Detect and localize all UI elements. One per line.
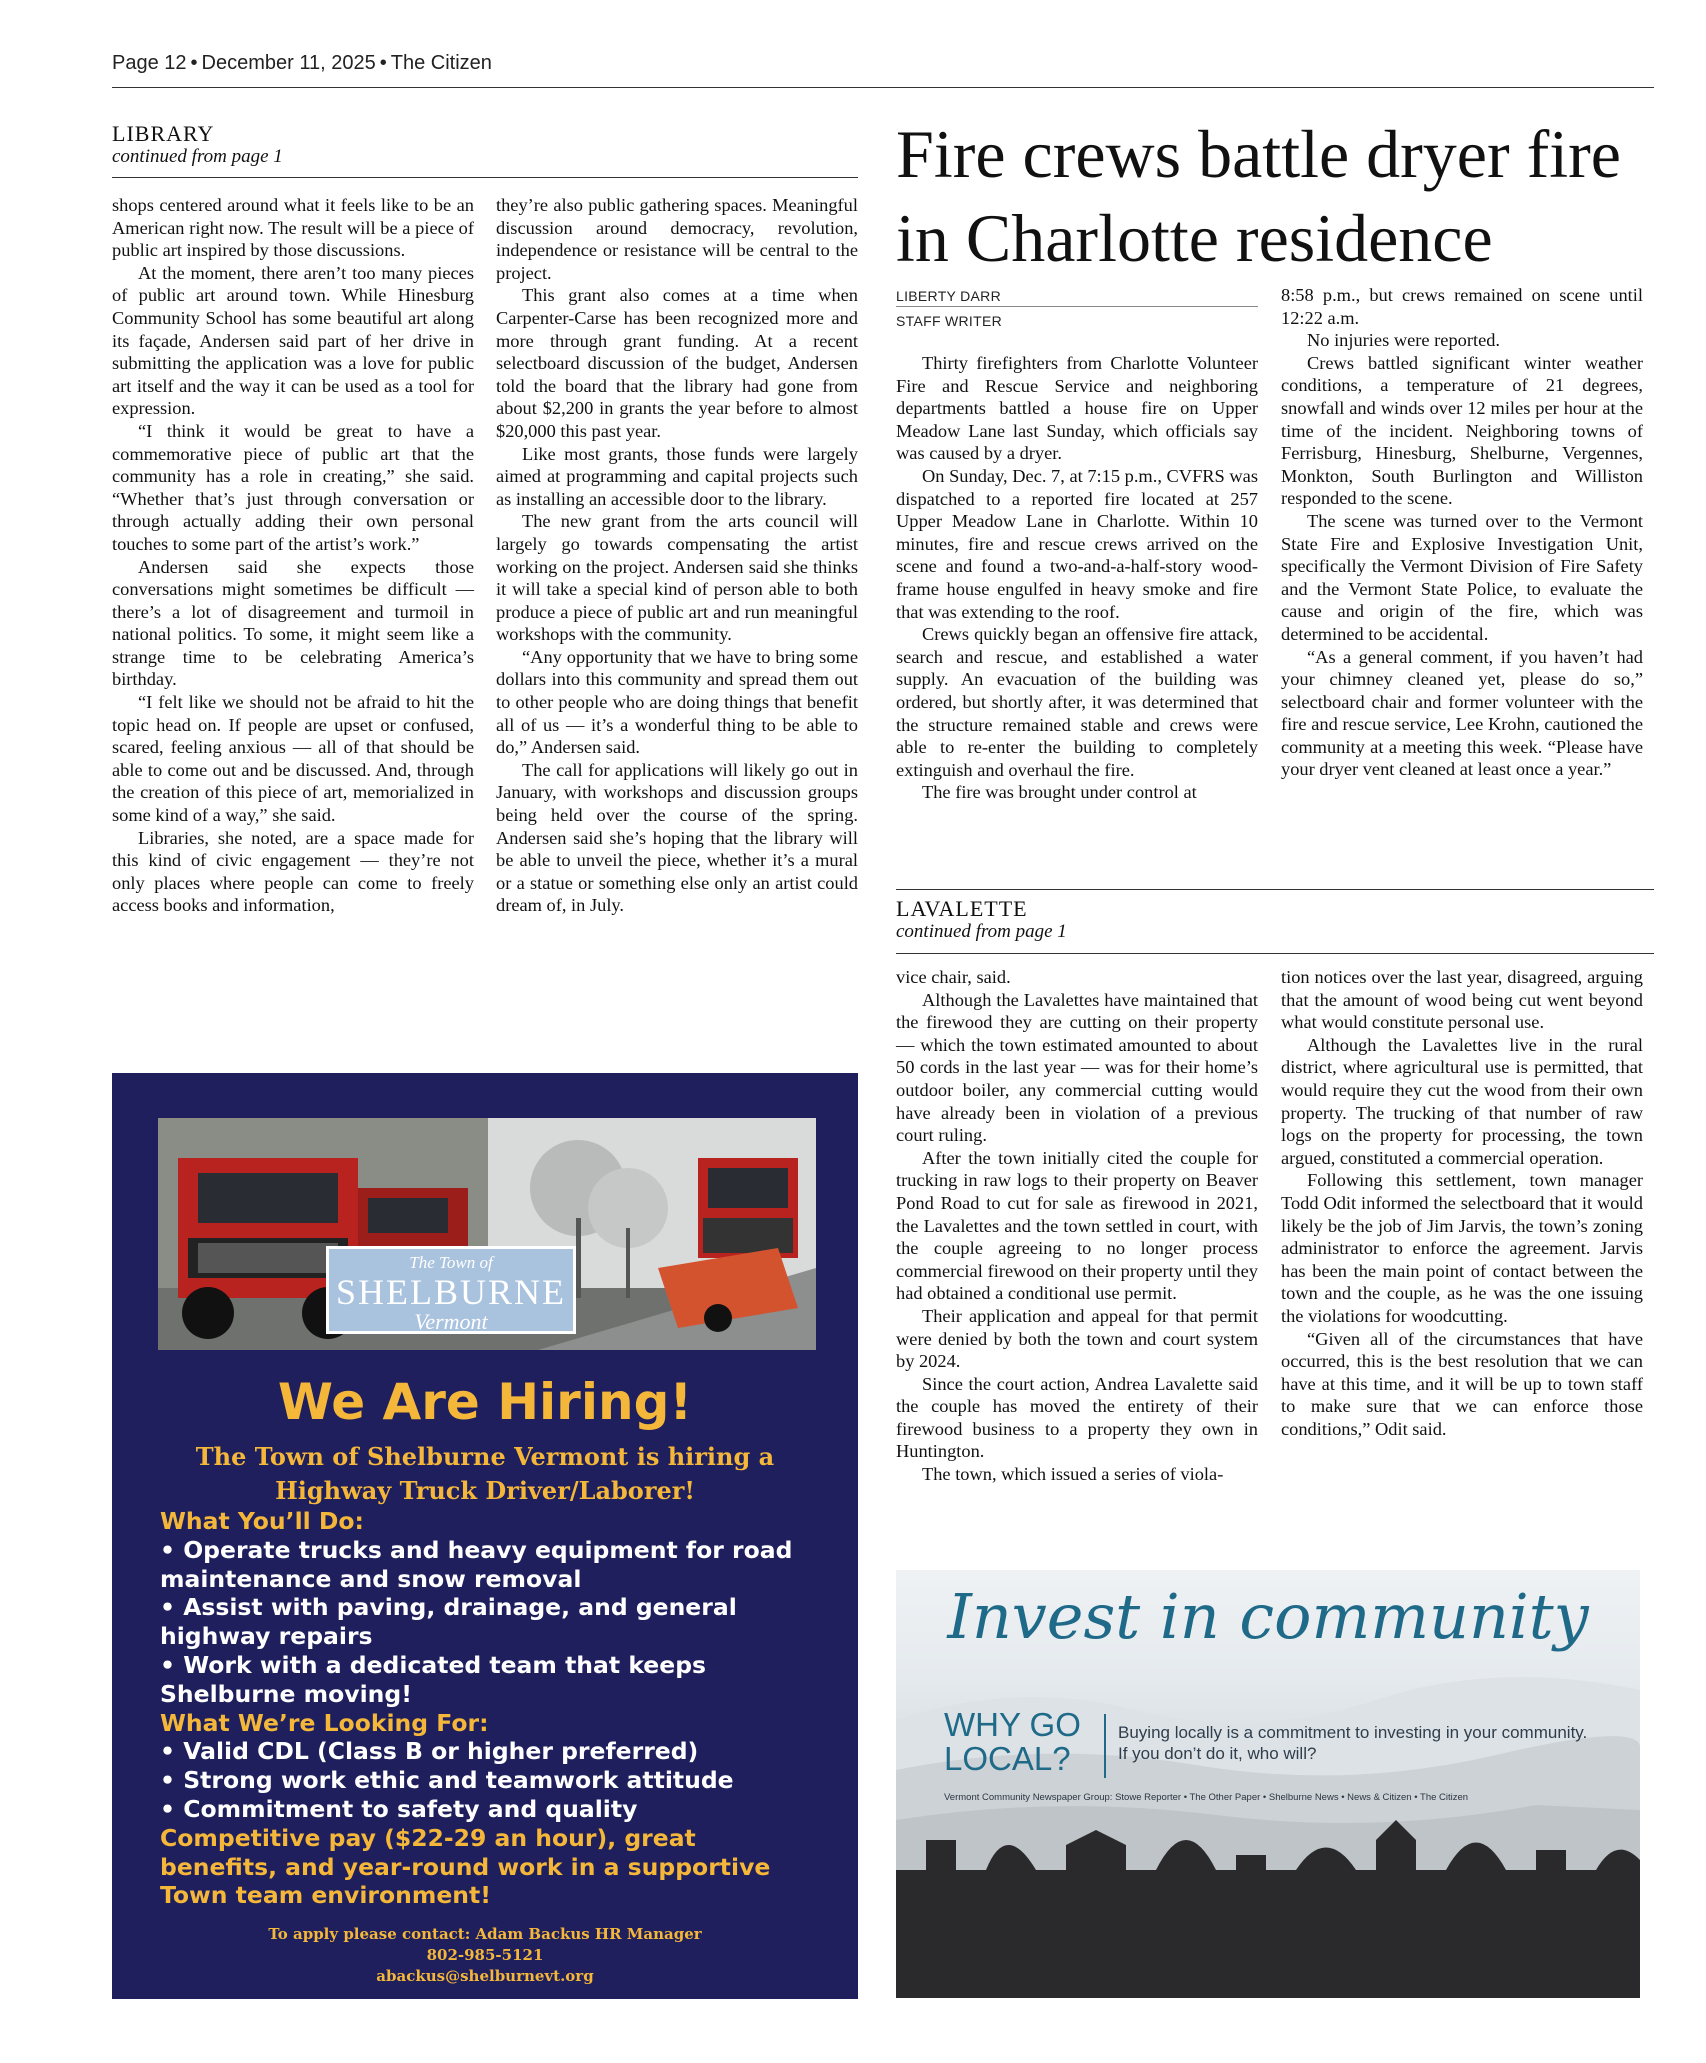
list-item: [160, 1795, 820, 1824]
logo-bottom: Vermont: [414, 1309, 488, 1334]
byline-rule: [896, 306, 1258, 307]
paragraph: Although the Lavalettes live in the rural district, where agricultural use is permitted, that would require they cut the wood from their own property. The trucking of that number of raw logs on the property for processing, the town argued, constituted a commercial operation.: [1281, 1034, 1643, 1168]
invest-advertisement[interactable]: [896, 1570, 1640, 1998]
logo-top: The Town of: [409, 1253, 493, 1272]
folio-rule: [112, 87, 1654, 88]
invest-footer: Vermont Community Newspaper Group: Stowe Reporter • The Other Paper • Shelburne News • News & Citizen • The Citizen: [944, 1792, 1469, 1803]
folio-page: Page 12: [112, 52, 187, 74]
paragraph: At the moment, there aren’t too many pieces of public art around town. While Hinesburg Community School has some beautiful art along its façade, Andersen said part of her drive in submitting the application was a love for public art itself and the way it can be used as a tool for expression.: [112, 262, 474, 419]
do-heading: What You’ll Do:: [160, 1507, 364, 1535]
list-item: [160, 1593, 820, 1651]
list-item-text: Valid CDL (Class B or higher preferred): [183, 1737, 699, 1766]
paragraph: On Sunday, Dec. 7, at 7:15 p.m., CVFRS was dispatched to a reported fire located at 257 Upper Meadow Lane in Charlotte. Within 10 minutes, fire and rescue crews arrived on the scene and found a two-and-a-half-story wood-frame house engulfed in heavy smoke and fire that was extending to the roof.: [896, 465, 1258, 622]
contact-email[interactable]: abackus@shelburnevt.org: [376, 1967, 594, 1985]
invest-text: Buying locally is a commitment to investing in your community. If you don’t do it, who will?: [1118, 1723, 1588, 1763]
list-item-text: Operate trucks and heavy equipment for road maintenance and snow removal: [160, 1535, 793, 1593]
fire-byline-author: LIBERTY DARR: [896, 288, 1002, 304]
bullet-icon: •: [160, 1593, 184, 1622]
hiring-title: We Are Hiring!: [277, 1373, 693, 1431]
folio-sep: •: [379, 52, 387, 74]
paragraph: 8:58 p.m., but crews remained on scene until 12:22 a.m.: [1281, 285, 1643, 328]
paragraph: This grant also comes at a time when Carpenter-Carse has been recognized more and more through grant funding. At a recent selectboard discussion of the budget, Andersen told the board that the library had gone from about $2,200 in grants the year before to almost $20,000 this past year.: [496, 285, 858, 441]
fire-column-2: [1281, 284, 1643, 781]
fire-headline: Fire crews battle dryer fire in Charlotte residence: [896, 116, 1621, 276]
list-item: [160, 1651, 820, 1709]
bullet-icon: •: [160, 1794, 184, 1823]
hiring-contact: [112, 1924, 858, 1987]
list-item-text: Work with a dedicated team that keeps Shelburne moving!: [160, 1650, 706, 1708]
paragraph: Following this settlement, town manager Todd Odit informed the selectboard that it would likely be the job of Jim Jarvis, the town’s zoning administrator to enforce the agreement. Jarvis has been the main point of contact between the town and the couple, as he was the one issuing the violations for woodcutting.: [1281, 1170, 1643, 1326]
list-item: [160, 1536, 820, 1594]
hiring-subtitle: The Town of Shelburne Vermont is hiring a Highway Truck Driver/Laborer!: [195, 1442, 775, 1505]
page-folio: [112, 52, 492, 75]
list-item-text: Commitment to safety and quality: [183, 1794, 638, 1823]
paragraph: Thirty firefighters from Charlotte Volunteer Fire and Rescue Service and neighboring departments battled a house fire on Upper Meadow Lane last Sunday, which officials say was caused by a dryer.: [896, 353, 1258, 464]
folio-publication: The Citizen: [390, 52, 492, 74]
lavalette-column-1: [896, 966, 1258, 1486]
hiring-body: [160, 1507, 820, 1910]
paragraph: The new grant from the arts council will largely go towards compensating the artist working on the project. Andersen said she thinks it will take a special kind of person able to both produce a piece of public art and run meaningful workshops with the community.: [496, 511, 858, 645]
list-item: [160, 1766, 820, 1795]
paragraph: “As a general comment, if you haven’t had your chimney cleaned yet, please do so,” selectboard chair and former volunteer with the fire and rescue service, Lee Krohn, cautioned the community at a meeting this week. “Please have your dryer vent cleaned at least once a year.”: [1281, 646, 1643, 780]
paragraph: The town, which issued a series of viola-: [922, 1464, 1224, 1485]
list-item-text: Assist with paving, drainage, and general highway repairs: [160, 1593, 737, 1651]
paragraph: Crews battled significant winter weather conditions, a temperature of 21 degrees, snowfall and winds over 12 miles per hour at the time of the incident. Neighboring towns of Ferrisburg, Hinesburg, Shelburne, Vergennes, Monkton, South Burlington and Williston responded to the scene.: [1281, 352, 1643, 509]
why-go-local: [944, 1708, 1081, 1776]
logo-main: SHELBURNE: [335, 1272, 566, 1312]
do-list: [160, 1536, 820, 1709]
paragraph: Although the Lavalettes have maintained that the firewood they are cutting on their property — which the town estimated amounted to about 50 cords in the last year — was for their home’s outdoor boiler, any commercial cutting would have already been in violation of a previous court ruling.: [896, 989, 1258, 1146]
bullet-icon: •: [160, 1737, 184, 1766]
paragraph: Since the court action, Andrea Lavalette said the couple has moved the entirety of their firewood business to a property they own in Huntington.: [896, 1373, 1258, 1462]
bullet-icon: •: [160, 1766, 184, 1795]
divider: [1104, 1714, 1106, 1778]
why-line-1: WHY GO: [944, 1706, 1081, 1743]
list-item-text: Strong work ethic and teamwork attitude: [183, 1766, 734, 1795]
paragraph: The call for applications will likely go out in January, with workshops and discussion groups being held over the course of the spring. Andersen said she’s hoping that the library will be able to unveil the piece, whether it’s a mural or a statue or something else only an artist could dream of, in July.: [496, 759, 858, 916]
bullet-icon: •: [160, 1650, 184, 1679]
paragraph: Andersen said she expects those conversations might sometimes be difficult — there’s a lot of disagreement and turmoil in national politics. To some, it might seem like a strange time to be celebrating America’s birthday.: [112, 556, 474, 690]
lavalette-top-rule: [896, 889, 1654, 890]
folio-date: December 11, 2025: [201, 52, 376, 74]
library-section-label: LIBRARY: [112, 121, 215, 146]
look-heading: What We’re Looking For:: [160, 1708, 489, 1737]
library-column-2: [496, 194, 858, 917]
paragraph: Their application and appeal for that permit were denied by both the town and court system by 2024.: [896, 1305, 1258, 1372]
paragraph: “I think it would be great to have a commemorative piece of public art that the community has a role in creating,” she said. “Whether that’s just through conversation or through actually adding their own personal touches to some part of the artist’s work.”: [112, 420, 474, 554]
paragraph: shops centered around what it feels like to be an American right now. The result will be a piece of public art inspired by those discussions.: [112, 195, 474, 261]
paragraph: tion notices over the last year, disagreed, arguing that the amount of wood being cut went beyond what would constitute personal use.: [1281, 967, 1643, 1033]
contact-phone[interactable]: 802-985-5121: [426, 1946, 544, 1964]
paragraph: Libraries, she noted, are a space made for this kind of civic engagement — they’re not only places where people can come to freely access books and information,: [112, 827, 474, 916]
paragraph: Like most grants, those funds were largely aimed at programming and capital projects such as installing an accessible door to the library.: [496, 443, 858, 509]
paragraph: The scene was turned over to the Vermont State Fire and Explosive Investigation Unit, specifically the Vermont Division of Fire Safety and the Vermont State Police, to evaluate the cause and origin of the fire, which was determined to be accidental.: [1281, 510, 1643, 644]
library-rule: [112, 177, 858, 178]
lavalette-section-label: LAVALETTE: [896, 896, 1028, 921]
pay-text: Competitive pay ($22-29 an hour), great benefits, and year-round work in a supportive Town team environment!: [160, 1823, 771, 1910]
hiring-advertisement[interactable]: [112, 1073, 858, 1999]
paragraph: The fire was brought under control at: [922, 782, 1197, 803]
paragraph: “I felt like we should not be afraid to hit the topic head on. If people are upset or confused, scared, feeling anxious — all of that should be able to come out and be discussed. And, through the creation of this piece of art, memorialized in some kind of a way,” she said.: [112, 692, 474, 826]
lavalette-rule: [896, 953, 1654, 954]
contact-line: To apply please contact: Adam Backus HR Manager: [268, 1925, 702, 1943]
list-item: [160, 1737, 820, 1766]
invest-title: Invest in community: [947, 1580, 1589, 1653]
library-column-1: [112, 194, 474, 917]
lavalette-continued: continued from page 1: [896, 921, 1067, 942]
fire-byline-role: STAFF WRITER: [896, 313, 1002, 329]
paragraph: vice chair, said.: [896, 967, 1011, 987]
folio-sep: •: [190, 52, 198, 74]
paragraph: “Given all of the circumstances that have occurred, this is the best resolution that we can have at this time, and it will be up to town staff to make sure that we can enforce those conditions,” Odit said.: [1281, 1328, 1643, 1439]
paragraph: After the town initially cited the couple for trucking in raw logs to their property on Beaver Pond Road to cut for sale as firewood in 2021, the Lavalettes and the town settled in court, with the couple agreeing to no longer process commercial firewood on their property until they had obtained a conditional use permit.: [896, 1147, 1258, 1304]
library-continued: continued from page 1: [112, 146, 283, 167]
bullet-icon: •: [160, 1535, 184, 1564]
paragraph: No injuries were reported.: [1307, 330, 1501, 351]
fire-column-1: [896, 352, 1258, 804]
paragraph: they’re also public gathering spaces. Meaningful discussion around democracy, revolution, independence or resistance will be central to the project.: [496, 195, 858, 283]
paragraph: Crews quickly began an offensive fire attack, search and rescue, and established a water supply. An evacuation of the building was ordered, but shortly after, it was determined that the structure remained stable and crews were able to re-enter the building to completely extinguish and overhaul the fire.: [896, 624, 1258, 780]
lavalette-column-2: [1281, 966, 1643, 1440]
shelburne-logo: [326, 1246, 576, 1334]
paragraph: “Any opportunity that we have to bring some dollars into this community and spread them out to other people who are doing things that benefit all of us — it’s a wonderful thing to be able to do,” Andersen said.: [496, 646, 858, 758]
look-list: [160, 1737, 820, 1823]
why-line-2: LOCAL?: [944, 1740, 1071, 1777]
